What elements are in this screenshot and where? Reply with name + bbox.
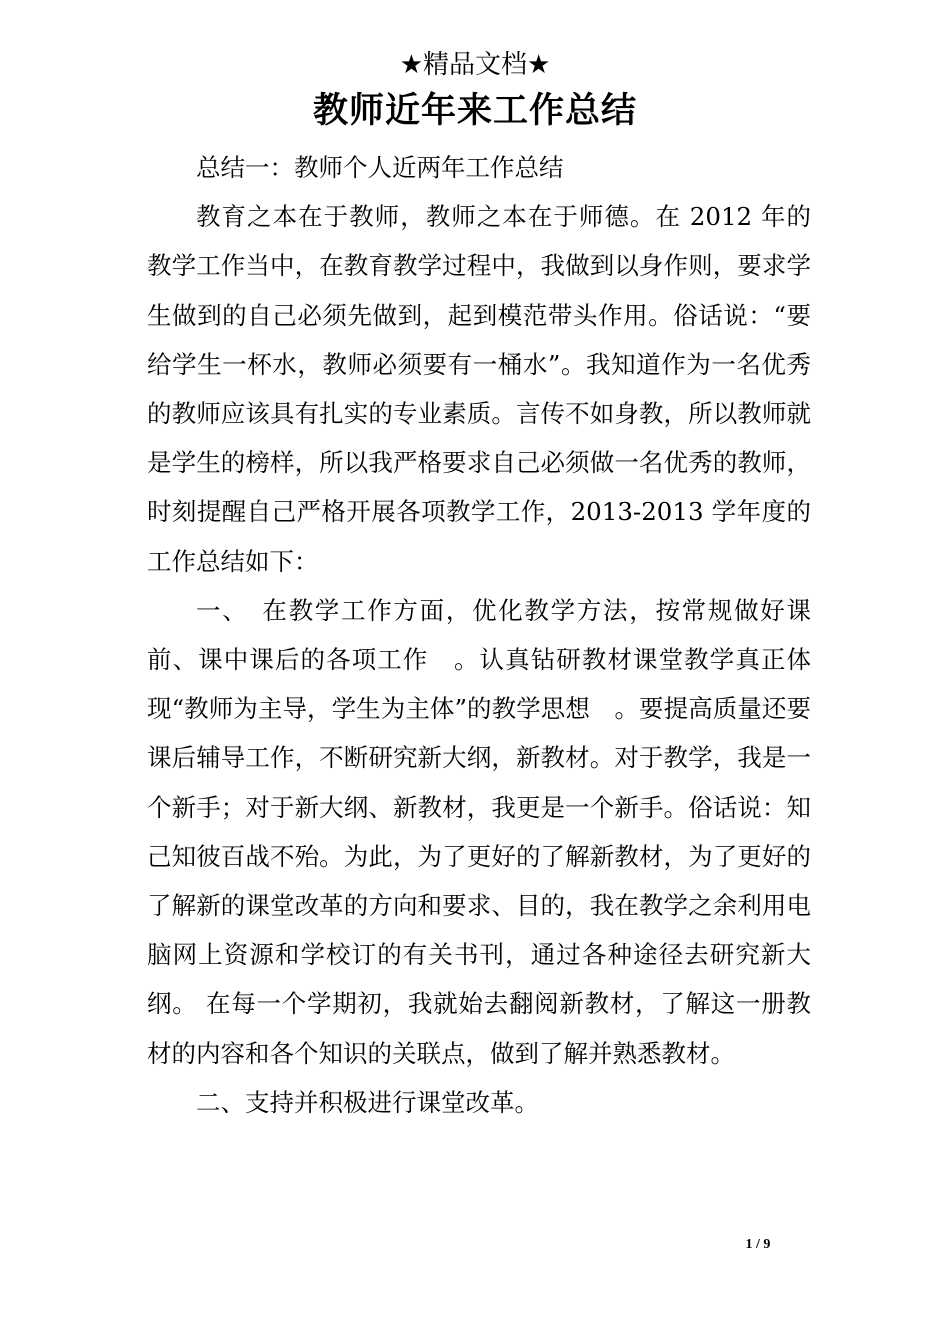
- header-watermark: ★精品文档★: [399, 50, 551, 80]
- document-title: 教师近年来工作总结: [312, 90, 637, 131]
- section-heading-reform: 二、支持并积极进行课堂改革。: [196, 1087, 539, 1117]
- body-paragraph-teaching: 一、 在教学工作方面，优化教学方法，按常规做好课前、课中课后的各项工作 。认真钻研教材课堂教学真正体现“教师为主导，学生为主体”的教学思想 。要提高质量还要课后辅导工作，不断研究新大纲，新教材。对于教学，我是一个新手；对于新大纲、新教材，我更是一个新手。俗话说：知己知彼百战不殆。为此，为了更好的了解新教材，为了更好的了解新的课堂改革的方向和要求、目的，我在教学之余利用电脑网上资源和学校订的有关书刊，通过各种途径去研究新大纲。 在每一个学期初，我就始去翻阅新教材，了解这一册教材的内容和各个知识的关联点，做到了解并熟悉教材。: [147, 595, 811, 1068]
- section-subtitle: 总结一：教师个人近两年工作总结: [196, 153, 564, 182]
- body-paragraph-intro: 教育之本在于教师，教师之本在于师德。在 2012 年的教学工作当中，在教育教学过程中，我做到以身作则，要求学生做到的自己必须先做到，起到模范带头作用。俗话说：“要给学生一杯水，教师必须要有一桶水”。我知道作为一名优秀的教师应该具有扎实的专业素质。言传不如身教，所以教师就是学生的榜样，所以我严格要求自己必须做一名优秀的教师，时刻提醒自己严格开展各项教学工作，2013-2013 学年度的工作总结如下：: [147, 202, 811, 576]
- document-body: [147, 143, 811, 1127]
- page-number: 1 / 9: [745, 1237, 771, 1252]
